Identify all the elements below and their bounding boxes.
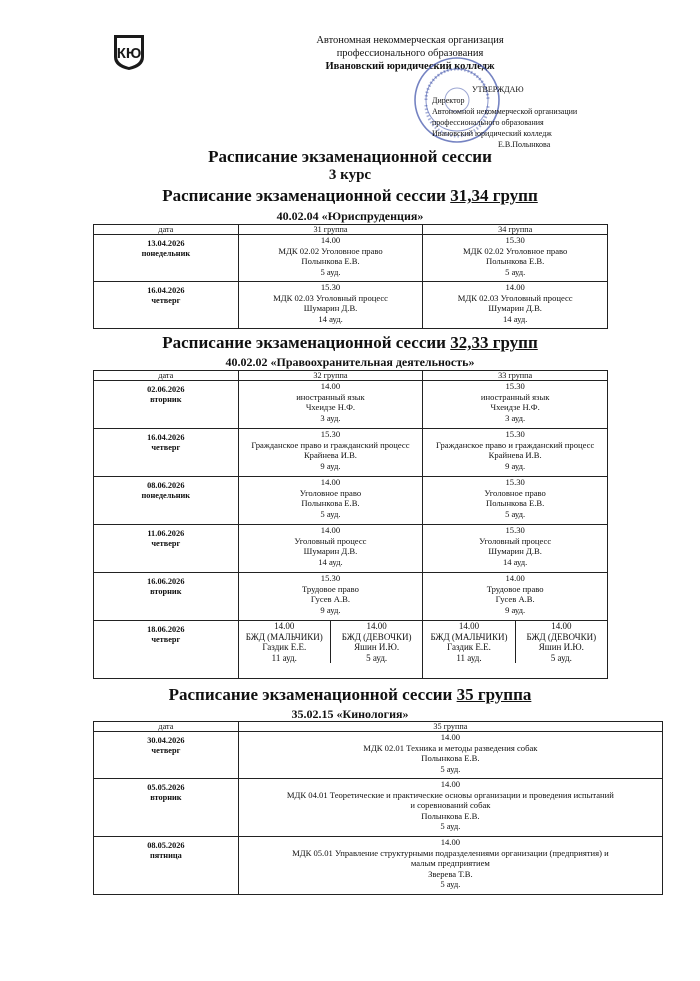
column-header: 32 группа: [238, 371, 423, 381]
date-cell: [94, 381, 239, 429]
section-groups: 31,34 групп: [450, 186, 538, 205]
exam-teacher: Полынкова Е.В.: [486, 498, 545, 508]
table-row: [94, 573, 608, 621]
section-groups: 32,33 групп: [450, 333, 538, 352]
exam-cell: [238, 837, 662, 895]
weekday-text: четверг: [151, 746, 181, 755]
section-specialty: 35.02.15 «Кинология»: [291, 707, 409, 721]
exam-cell: [423, 282, 608, 329]
exam-time: 14.00: [320, 381, 341, 391]
exam-time: 14.00: [320, 235, 341, 245]
exam-subject: Уголовное право: [299, 487, 362, 498]
exam-room: 9 ауд.: [505, 460, 526, 471]
exam-room: 5 ауд.: [366, 652, 388, 663]
exam-cell: [238, 477, 423, 525]
exam-teacher: Шумарин Д.В.: [488, 303, 542, 313]
date-text: 13.04.2026: [147, 239, 185, 248]
column-header: 34 группа: [423, 225, 608, 235]
exam-room: 5 ауд.: [320, 508, 341, 519]
table-row: [94, 837, 663, 895]
exam-subject: Гражданское право и гражданский процесс: [436, 439, 595, 450]
exam-time: 14.00: [320, 477, 341, 487]
exam-room: 9 ауд.: [320, 460, 341, 471]
exam-cell: [423, 477, 608, 525]
exam-teacher: Полынкова Е.В.: [421, 753, 480, 763]
exam-time: 15.30: [505, 381, 525, 391]
date-text: 16.04.2026: [147, 433, 185, 442]
date-text: 18.06.2026: [147, 625, 185, 634]
exam-time: 15.30: [505, 235, 525, 245]
exam-teacher: Чхеидзе Н.Ф.: [490, 402, 540, 412]
org-line: профессионального образования: [336, 48, 484, 59]
table-row: [94, 525, 608, 573]
date-cell: [94, 779, 239, 837]
date-cell: [94, 525, 239, 573]
org-line: Ивановский юридический колледж: [325, 61, 495, 72]
weekday-text: вторник: [150, 793, 182, 802]
exam-time: 14.00: [458, 621, 480, 631]
date-cell: [94, 282, 239, 329]
section-specialty: 40.02.04 «Юриспруденция»: [276, 209, 424, 223]
exam-teacher: Крайнева И.В.: [303, 450, 357, 460]
date-text: 11.06.2026: [147, 529, 185, 538]
exam-teacher: Чхеидзе Н.Ф.: [305, 402, 356, 412]
exam-cell: [238, 381, 423, 429]
exam-teacher: Полынкова Е.В.: [301, 498, 360, 508]
weekday-text: вторник: [150, 395, 182, 404]
exam-room: 11 ауд.: [456, 652, 482, 663]
section-title-text: Расписание экзаменационной сессии: [162, 333, 446, 352]
exam-room: 3 ауд.: [505, 412, 526, 423]
exam-subject: Уголовное право: [484, 487, 546, 498]
exam-teacher: Газдик Е.Е.: [447, 642, 491, 652]
table-row: [94, 235, 608, 282]
org-line: Автономная некоммерческая организация: [316, 35, 504, 46]
exam-teacher: Шумарин Д.В.: [303, 303, 358, 313]
column-header: дата: [94, 371, 239, 381]
column-header: дата: [94, 225, 239, 235]
exam-time: 14.00: [505, 282, 525, 292]
exam-room: 5 ауд.: [440, 821, 461, 831]
exam-subject: МДК 02.02 Уголовное право: [278, 245, 383, 256]
org-name: [250, 34, 570, 73]
date-cell: [94, 573, 239, 621]
exam-room: 3 ауд.: [320, 412, 341, 423]
exam-room: 11 ауд.: [271, 652, 297, 663]
exam-room: 5 ауд.: [320, 266, 341, 277]
exam-time: 14.00: [505, 573, 525, 583]
exam-room: 14 ауд.: [318, 313, 343, 324]
date-cell: [94, 235, 239, 282]
exam-time: 14.00: [551, 621, 572, 631]
section-title: [0, 685, 700, 705]
weekday-text: понедельник: [141, 491, 191, 500]
date-text: 30.04.2026: [147, 736, 185, 745]
exam-room: 14 ауд.: [502, 313, 528, 324]
exam-room: 5 ауд.: [505, 266, 526, 277]
exam-cell: [423, 429, 608, 477]
table-row: [94, 282, 608, 329]
exam-subject: Трудовое право: [486, 583, 544, 594]
approval-line: Е.В.Полынкова: [498, 140, 551, 149]
exam-time: 14.00: [440, 779, 461, 789]
exam-teacher: Полынкова Е.В.: [486, 256, 545, 266]
exam-cell: [238, 779, 662, 837]
exam-cell: [238, 235, 423, 282]
date-text: 02.06.2026: [147, 385, 185, 394]
weekday-text: четверг: [151, 539, 181, 548]
exam-time: 14.00: [440, 837, 461, 847]
exam-time: 15.30: [320, 282, 341, 292]
exam-time: 15.30: [320, 573, 341, 583]
column-header: дата: [94, 722, 239, 732]
section-groups: 35 группа: [456, 685, 532, 704]
exam-subject: БЖД (МАЛЬЧИКИ): [245, 631, 323, 642]
table-row: [94, 429, 608, 477]
date-cell: [94, 837, 239, 895]
exam-time: 14.00: [366, 621, 387, 631]
section-specialty: 40.02.02 «Правоохранительная деятельность»: [225, 355, 475, 369]
exam-subject: Трудовое право: [302, 583, 359, 594]
exam-cell: [238, 429, 423, 477]
weekday-text: четверг: [151, 443, 181, 452]
exam-teacher: Полынкова Е.В.: [421, 810, 480, 821]
weekday-text: пятница: [149, 851, 182, 860]
exam-room: 14 ауд.: [318, 556, 343, 567]
exam-cell: [423, 573, 608, 621]
exam-room: 9 ауд.: [505, 604, 526, 615]
table-row: [94, 779, 663, 837]
exam-teacher: Яшин И.Ю.: [538, 642, 584, 652]
exam-subject: МДК 04.01 Теоретические и практические основы организации и проведения испытаний: [286, 789, 614, 800]
exam-teacher: Шумарин Д.В.: [488, 546, 542, 556]
date-text: 05.05.2026: [147, 783, 185, 792]
exam-time: 14.00: [320, 525, 341, 535]
exam-teacher: Шумарин Д.В.: [303, 546, 358, 556]
exam-subject: БЖД (ДЕВОЧКИ): [526, 631, 597, 642]
exam-cell: [238, 573, 423, 621]
schedule-table: [93, 721, 663, 895]
exam-room: 5 ауд.: [440, 763, 461, 774]
table-header: [94, 371, 608, 381]
section-title: [0, 333, 700, 353]
column-header: 33 группа: [423, 371, 608, 381]
date-text: 16.04.2026: [147, 286, 185, 295]
exam-subject: МДК 05.01 Управление структурными подразделениями организации (предприятия) и: [292, 847, 609, 858]
exam-teacher: Газдик Е.Е.: [262, 642, 307, 652]
approval-line: Ивановский юридический колледж: [432, 129, 552, 138]
svg-text:КЮ: КЮ: [116, 45, 142, 62]
exam-cell: [423, 381, 608, 429]
exam-cell-split: [423, 621, 608, 679]
exam-time: 15.30: [505, 477, 525, 487]
exam-subject: МДК 02.02 Уголовное право: [463, 245, 568, 256]
exam-time: 15.30: [320, 429, 341, 439]
exam-room: 9 ауд.: [320, 604, 341, 615]
exam-teacher: Полынкова Е.В.: [301, 256, 360, 266]
exam-subject: БЖД (ДЕВОЧКИ): [341, 631, 412, 642]
exam-cell: [238, 732, 662, 779]
exam-teacher: Яшин И.Ю.: [354, 642, 400, 652]
exam-subject: иностранный язык: [480, 391, 550, 402]
table-row: [94, 381, 608, 429]
schedule-table: [93, 224, 608, 329]
exam-time: 15.30: [505, 429, 525, 439]
weekday-text: четверг: [151, 296, 181, 305]
approval-line: профессионального образования: [432, 118, 544, 127]
weekday-text: вторник: [150, 587, 182, 596]
exam-cell-split: [238, 621, 423, 679]
page-title: Расписание экзаменационной сессии: [208, 147, 492, 166]
weekday-text: понедельник: [141, 249, 191, 258]
approval-line: Директор: [432, 96, 465, 105]
table-header: [94, 225, 608, 235]
exam-subject: МДК 02.03 Уголовный процесс: [273, 292, 388, 303]
exam-subject: иностранный язык: [296, 391, 365, 402]
date-cell: [94, 477, 239, 525]
exam-cell: [423, 235, 608, 282]
exam-time: 15.30: [505, 525, 525, 535]
approval-line: Автономной некоммерческой организации: [432, 107, 578, 116]
exam-time: 14.00: [274, 621, 295, 631]
exam-time: 14.00: [440, 732, 461, 742]
weekday-text: четверг: [151, 635, 181, 644]
schedule-table: [93, 370, 608, 679]
exam-subject: Уголовный процесс: [479, 535, 552, 546]
exam-cell: [423, 525, 608, 573]
exam-room: 5 ауд.: [440, 879, 461, 889]
date-cell: [94, 621, 239, 679]
exam-room: 5 ауд.: [550, 652, 572, 663]
exam-cell: [238, 525, 423, 573]
exam-teacher: Зверева Т.В.: [428, 868, 473, 879]
section-title-text: Расписание экзаменационной сессии: [168, 685, 453, 704]
approval-block: [432, 84, 577, 150]
course-title: 3 курс: [328, 167, 372, 183]
table-row: [94, 477, 608, 525]
approval-line: УТВЕРЖДАЮ: [472, 85, 524, 94]
section-title-text: Расписание экзаменационной сессии: [162, 186, 446, 205]
exam-subject: БЖД (МАЛЬЧИКИ): [430, 631, 508, 642]
exam-teacher: Гусев А.В.: [310, 594, 351, 604]
table-header: [94, 722, 663, 732]
exam-teacher: Гусев А.В.: [495, 594, 535, 604]
date-text: 08.05.2026: [147, 841, 185, 850]
exam-room: 5 ауд.: [505, 508, 526, 519]
date-cell: [94, 732, 239, 779]
table-row: [94, 621, 608, 679]
exam-cell: [238, 282, 423, 329]
column-header: 31 группа: [238, 225, 423, 235]
date-cell: [94, 429, 239, 477]
exam-subject-cont: и соревнований собак: [410, 800, 491, 810]
table-row: [94, 732, 663, 779]
section-title: [0, 186, 700, 206]
column-header: 35 группа: [238, 722, 662, 732]
exam-teacher: Крайнева И.В.: [488, 450, 542, 460]
exam-room: 14 ауд.: [502, 556, 528, 567]
exam-subject-cont: малым предприятием: [410, 858, 490, 868]
date-text: 08.06.2026: [147, 481, 185, 490]
exam-subject: Гражданское право и гражданский процесс: [251, 439, 410, 450]
exam-subject: МДК 02.01 Техника и методы разведения собак: [363, 742, 538, 753]
date-text: 16.06.2026: [147, 577, 185, 586]
college-logo: [112, 33, 146, 71]
exam-subject: МДК 02.03 Уголовный процесс: [457, 292, 573, 303]
exam-subject: Уголовный процесс: [294, 535, 367, 546]
